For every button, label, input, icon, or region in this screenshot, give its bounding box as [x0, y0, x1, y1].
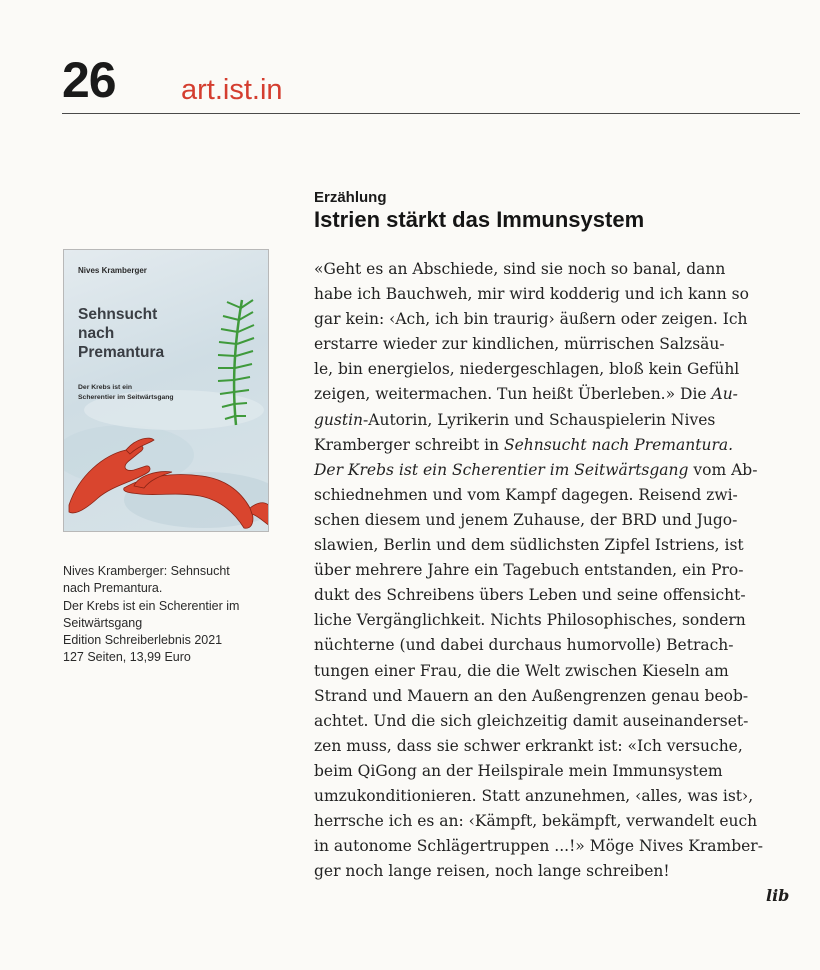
text-segment: ger noch lange reisen, noch lange schreiben! [314, 862, 670, 881]
text-segment: Strand und Mauern an den Außengrenzen genau beob- [314, 686, 749, 705]
text-segment: zeigen, weitermachen. Tun heißt Überleben.» Die [314, 385, 712, 404]
text-segment: umzukonditionieren. Statt anzunehmen, ‹alles, was ist›, [314, 786, 754, 805]
book-cover-image [63, 249, 269, 532]
article-line [314, 282, 794, 307]
article-line [314, 809, 794, 834]
article-line [314, 784, 794, 809]
article-line [314, 433, 794, 458]
author-mark: lib [766, 886, 790, 905]
article-line [314, 734, 794, 759]
italic-segment: gustin [314, 410, 364, 429]
cover-title-line: Sehnsucht [78, 306, 158, 323]
article-line [314, 332, 794, 357]
article-line [314, 558, 794, 583]
text-segment: habe ich Bauchweh, mir wird kodderig und ich kann so [314, 285, 749, 304]
cover-author: Nives Kramberger [78, 266, 147, 275]
text-segment: liche Vergänglichkeit. Nichts Philosophisches, sondern [314, 611, 746, 630]
cover-title-line: Premantura [78, 344, 165, 361]
text-segment: zen muss, dass sie schwer erkrankt ist: «Ich versuche, [314, 736, 743, 755]
text-segment: slawien, Berlin und dem südlichsten Zipfel Istriens, ist [314, 536, 744, 555]
book-caption [63, 563, 273, 667]
article-headline: Istrien stärkt das Immunsystem [314, 207, 645, 232]
article-genre: Erzählung [314, 189, 387, 206]
text-segment: vom Ab- [688, 460, 758, 479]
header-rule [62, 113, 800, 114]
article-line [314, 307, 794, 332]
italic-segment: Au- [711, 385, 738, 404]
article-line [314, 483, 794, 508]
article-line [314, 458, 794, 483]
article-line [314, 633, 794, 658]
cover-subtitle [78, 383, 228, 403]
text-segment: achtet. Und die sich gleichzeitig damit auseinanderset- [314, 711, 749, 730]
article-line [314, 684, 794, 709]
text-segment: beim QiGong an der Heilspirale mein Immunsystem [314, 761, 723, 780]
cover-subtitle-line: Der Krebs ist ein [78, 384, 133, 391]
article-line [314, 357, 794, 382]
text-segment: le, bin energielos, niedergeschlagen, bloß kein Gefühl [314, 360, 740, 379]
italic-segment: Der Krebs ist ein Scherentier im Seitwärtsgang [314, 460, 689, 479]
text-segment: «Geht es an Abschiede, sind sie noch so banal, dann [314, 260, 726, 278]
text-segment: Kramberger schreibt in [314, 435, 504, 454]
text-segment: schen diesem und jenem Zuhause, der BRD und Jugo- [314, 510, 738, 529]
article-line [314, 709, 794, 734]
text-segment: gar kein: ‹Ach, ich bin traurig› äußern oder zeigen. Ich [314, 310, 748, 329]
caption-line: Seitwärtsgang [63, 615, 143, 630]
text-segment: in autonome Schlägertruppen ...!» Möge Nives Kramber- [314, 837, 763, 856]
article-body [314, 257, 794, 884]
article-line [314, 659, 794, 684]
article-line [314, 608, 794, 633]
text-segment: herrsche ich es an: ‹Kämpft, bekämpft, verwandelt euch [314, 812, 758, 831]
caption-line: nach Premantura. [63, 581, 163, 596]
cover-title [78, 305, 218, 362]
section-name: art.ist.in [181, 74, 283, 106]
article-line [314, 834, 794, 859]
article-line [314, 508, 794, 533]
article-line [314, 382, 794, 407]
article-line [314, 533, 794, 558]
text-segment: dukt des Schreibens übers Leben und seine offensicht- [314, 586, 746, 605]
article-line [314, 759, 794, 784]
text-segment: schiednehmen und vom Kampf dagegen. Reisend zwi- [314, 485, 738, 504]
text-segment: -Autorin, Lyrikerin und Schauspielerin Nives [363, 410, 716, 429]
caption-line: 127 Seiten, 13,99 Euro [63, 650, 191, 665]
caption-line: Der Krebs ist ein Scherentier im [63, 598, 240, 613]
caption-line: Edition Schreiberlebnis 2021 [63, 633, 223, 648]
text-segment: über mehrere Jahre ein Tagebuch entstanden, ein Pro- [314, 561, 744, 580]
page-number: 26 [62, 52, 116, 108]
text-segment: tungen einer Frau, die die Welt zwischen Kieseln am [314, 661, 729, 680]
article-line [314, 257, 794, 282]
article-line [314, 408, 794, 433]
article-line [314, 859, 794, 884]
italic-segment: Sehnsucht nach Premantura. [503, 435, 734, 454]
caption-line: Nives Kramberger: Sehnsucht [63, 564, 230, 578]
article-line [314, 583, 794, 608]
cover-subtitle-line: Scherentier im Seitwärtsgang [78, 394, 174, 401]
text-segment: nüchterne (und dabei durchaus humorvolle) Betrach- [314, 636, 734, 655]
text-segment: erstarre wieder zur kindlichen, mürrischen Salzsäu- [314, 335, 725, 354]
cover-title-line: nach [78, 325, 115, 342]
